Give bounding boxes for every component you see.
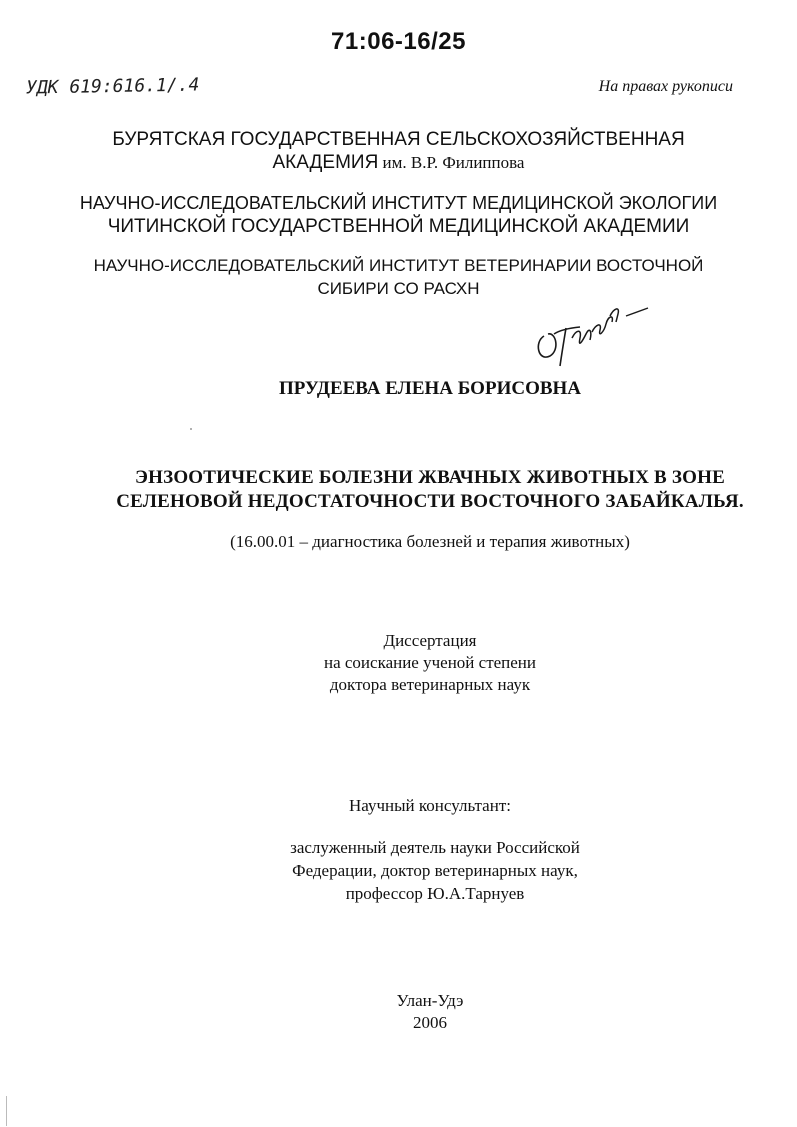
scan-edge-mark xyxy=(6,1096,7,1126)
author-name: ПРУДЕЕВА ЕЛЕНА БОРИСОВНА xyxy=(278,378,582,399)
degree-line-1: Диссертация xyxy=(383,631,477,650)
call-number: 71:06-16/25 xyxy=(331,28,466,55)
rights-notice: На правах рукописи xyxy=(598,78,733,95)
organization-academy xyxy=(0,128,797,174)
consultant-heading: Научный консультант: xyxy=(349,796,511,815)
organization-academy-line-2 xyxy=(0,151,797,174)
scan-speck xyxy=(190,428,192,430)
organization-ecology-line-1: НАУЧНО-ИССЛЕДОВАТЕЛЬСКИЙ ИНСТИТУТ МЕДИЦИНСКОЙ ЭКОЛОГИИ xyxy=(79,193,718,213)
consultant-line-3: профессор Ю.А.Тарнуев xyxy=(345,884,525,903)
consultant-line-2: Федерации, доктор ветеринарных наук, xyxy=(292,861,578,880)
specialty-code: (16.00.01 – диагностика болезней и терапия животных) xyxy=(230,532,630,551)
signature-drawing xyxy=(530,292,650,372)
handwritten-signature xyxy=(530,292,650,377)
city: Улан-Удэ xyxy=(396,991,464,1010)
year: 2006 xyxy=(413,1013,447,1032)
degree-line-3: доктора ветеринарных наук xyxy=(329,675,531,694)
place-and-year xyxy=(0,990,797,1034)
degree-statement xyxy=(0,630,797,696)
organization-veterinary-line-2: СИБИРИ СО РАСХН xyxy=(317,279,480,298)
organization-ecology-institute xyxy=(0,192,797,238)
consultant-line-1: заслуженный деятель науки Российской xyxy=(290,838,580,857)
dissertation-title xyxy=(0,466,797,514)
organization-veterinary-institute xyxy=(0,254,797,300)
organization-ecology-line-2: ЧИТИНСКОЙ ГОСУДАРСТВЕННОЙ МЕДИЦИНСКОЙ АКАДЕМИИ xyxy=(107,216,690,237)
organization-academy-namesake: им. В.Р. Филиппова xyxy=(378,153,525,172)
dissertation-title-line-2: СЕЛЕНОВОЙ НЕДОСТАТОЧНОСТИ ВОСТОЧНОГО ЗАБАЙКАЛЬЯ. xyxy=(116,491,744,512)
organization-academy-line-1: БУРЯТСКАЯ ГОСУДАРСТВЕННАЯ СЕЛЬСКОХОЗЯЙСТВЕННАЯ xyxy=(112,129,685,150)
organization-academy-word: АКАДЕМИЯ xyxy=(272,152,379,173)
dissertation-title-line-1: ЭНЗООТИЧЕСКИЕ БОЛЕЗНИ ЖВАЧНЫХ ЖИВОТНЫХ В ЗОНЕ xyxy=(135,467,725,488)
degree-line-2: на соискание ученой степени xyxy=(323,653,537,672)
organization-veterinary-line-1: НАУЧНО-ИССЛЕДОВАТЕЛЬСКИЙ ИНСТИТУТ ВЕТЕРИНАРИИ ВОСТОЧНОЙ xyxy=(93,256,704,275)
consultant-details xyxy=(0,836,797,905)
udk-code: УДК 619:616.1/.4 xyxy=(25,74,200,99)
